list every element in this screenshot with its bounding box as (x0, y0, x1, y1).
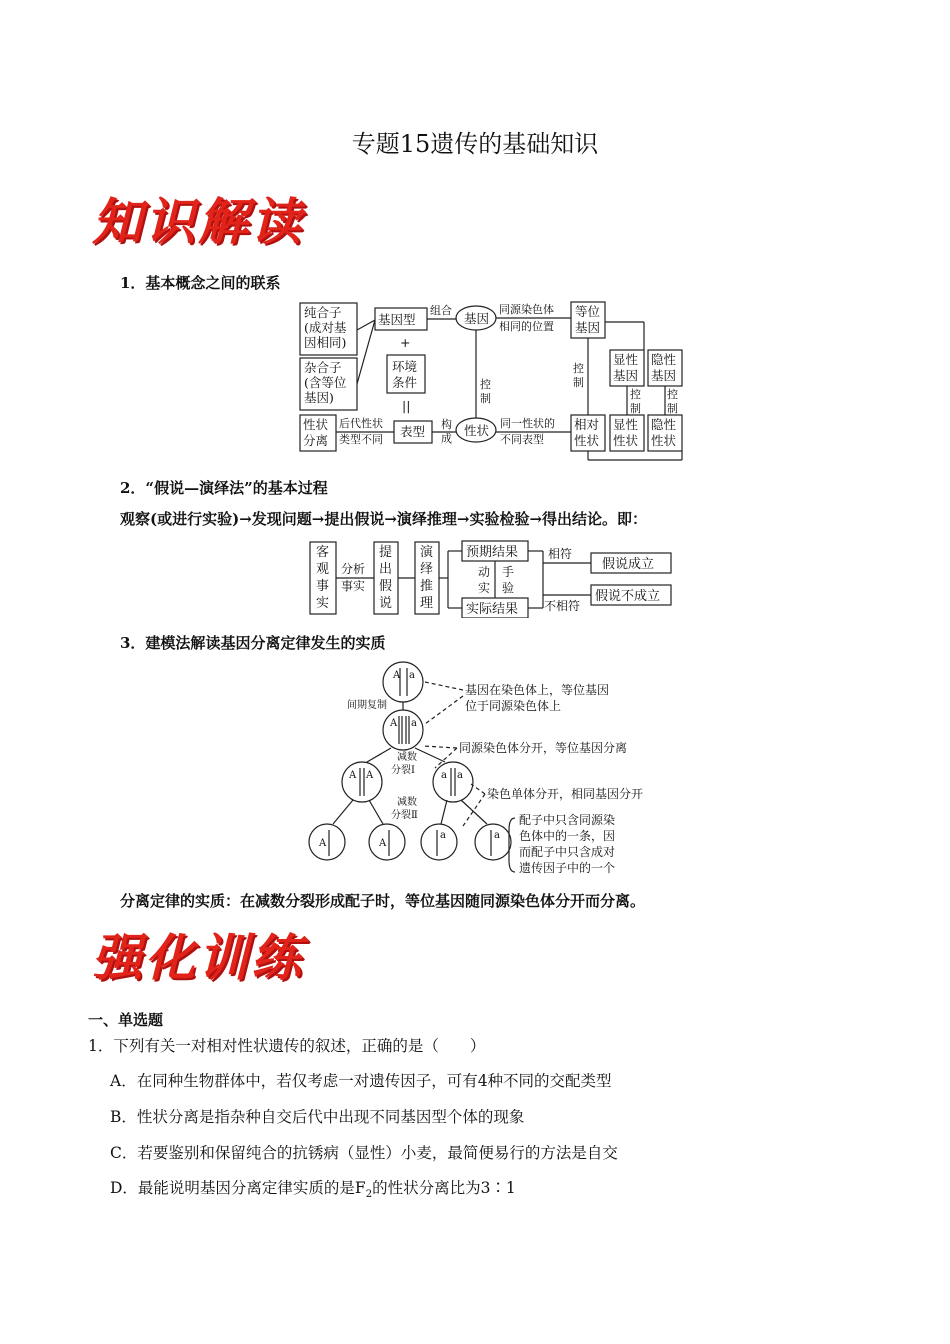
recessive-trait-line1: 隐性 (651, 417, 677, 432)
gene-A-4: A (366, 770, 374, 781)
option-c[interactable]: C．若要鉴别和保留纯合的抗锈病（显性）小麦，最简便易行的方法是自交 (110, 1144, 618, 1162)
hypothesis-1: 提 (379, 545, 393, 560)
control-label-1b: 制 (480, 392, 491, 405)
meiosis1-line1: 减数 (397, 752, 417, 763)
recessive-trait-line2: 性状 (651, 433, 677, 448)
gene-a-2: a (411, 718, 417, 729)
same-trait-line2: 不同表型 (500, 433, 544, 446)
note1-line2: 位于同源染色体上 (465, 699, 562, 713)
recessive-gene-line2: 基因 (651, 368, 677, 383)
note1-line1: 基因在染色体上，等位基因 (465, 683, 610, 697)
gene-label: 基因 (464, 311, 490, 326)
concept-diagram (298, 300, 688, 466)
option-b[interactable]: B．性状分离是指杂种自交后代中出现不同基因型个体的现象 (110, 1108, 525, 1126)
recessive-gene-line1: 隐性 (651, 352, 677, 367)
gene-a-3: a (441, 770, 447, 781)
gamete-A-2: A (379, 838, 387, 849)
offspring-line2: 类型不同 (339, 433, 383, 446)
segregation-diagram (305, 660, 685, 882)
note2: 同源染色体分开，等位基因分离 (459, 741, 628, 755)
dominant-gene-line1: 显性 (613, 352, 639, 367)
question-1: 1．下列有关一对相对性状遗传的叙述，正确的是（ ） (88, 1037, 486, 1055)
offspring-line1: 后代性状 (339, 417, 383, 430)
hands-on-1: 动 (478, 565, 491, 579)
trait-label: 性状 (464, 423, 490, 438)
control-label-4a: 控 (667, 388, 678, 401)
heterozygote-line3: 基因) (304, 390, 334, 405)
dominant-trait-line2: 性状 (613, 433, 639, 448)
segregation-line1: 性状 (303, 417, 329, 432)
plus-sign: + (400, 335, 411, 350)
homozygote-line2: (成对基 (304, 320, 347, 335)
meiosis2-line2: 分裂Ⅱ (391, 810, 418, 821)
hypothesis-false: 假说不成立 (595, 589, 661, 604)
allele-line1: 等位 (575, 304, 601, 319)
banner-knowledge: 知识解读 (92, 193, 304, 251)
dominant-trait-line1: 显性 (613, 417, 639, 432)
gamete-a-2: a (494, 830, 500, 841)
hands-on-2: 手 (502, 565, 515, 579)
hypothesis-diagram (308, 538, 678, 618)
deduce-2: 绎 (420, 562, 434, 577)
constitute-line1: 构 (441, 418, 452, 431)
genotype-label: 基因型 (378, 312, 416, 327)
facts-1: 客 (316, 545, 330, 560)
section-2-heading: 2．“假说—演绎法”的基本过程 (120, 479, 328, 497)
segregation-line2: 分离 (303, 433, 329, 448)
gene-A-2: A (390, 718, 398, 729)
meiosis2-line1: 减数 (397, 797, 417, 808)
facts-3: 事 (316, 579, 330, 594)
analyze-line2: 事实 (341, 579, 366, 593)
gamete-A-1: A (319, 838, 327, 849)
interphase-label: 间期复制 (347, 700, 387, 711)
segregation-essence: 分离定律的实质：在减数分裂形成配子时，等位基因随同源染色体分开而分离。 (120, 892, 646, 910)
facts-4: 实 (316, 596, 330, 611)
hypothesis-2: 出 (379, 562, 393, 577)
gene-A-3: A (349, 770, 357, 781)
homologous-line2: 相同的位置 (499, 320, 554, 333)
hypothesis-flow-text: 观察(或进行实验)→发现问题→提出假说→演绎推理→实验检验→得出结论。即： (120, 510, 648, 528)
expected-result: 预期结果 (466, 545, 519, 560)
combine-label: 组合 (430, 304, 452, 317)
control-label-3a: 控 (630, 388, 641, 401)
heterozygote-line2: (含等位 (304, 375, 347, 390)
actual-result: 实际结果 (466, 602, 519, 617)
control-label-1a: 控 (480, 378, 491, 391)
option-a[interactable]: A．在同种生物群体中，若仅考虑一对遗传因子，可有4种不同的交配类型 (110, 1072, 612, 1090)
page-title: 专题15遗传的基础知识 (351, 130, 599, 158)
relative-trait-line1: 相对 (574, 417, 600, 432)
control-label-2b: 制 (573, 376, 584, 389)
hypothesis-3: 假 (379, 579, 393, 594)
gene-A-1: A (393, 670, 401, 681)
environment-line2: 条件 (392, 375, 418, 390)
control-label-3b: 制 (630, 402, 641, 415)
deduce-1: 演 (420, 545, 434, 560)
option-d-post: 的性状分离比为3∶1 (372, 1179, 516, 1197)
option-d-sub: 2 (365, 1189, 373, 1201)
constitute-line2: 成 (441, 432, 452, 445)
heterozygote-line1: 杂合子 (304, 360, 342, 375)
allele-line2: 基因 (575, 320, 601, 335)
hypothesis-true: 假说成立 (602, 557, 655, 572)
note4-line2: 色体中的一条，因 (519, 829, 616, 843)
gamete-a-1: a (440, 830, 446, 841)
note4-line4: 遗传因子中的一个 (519, 861, 616, 875)
homozygote-line1: 纯合子 (304, 305, 342, 320)
meiosis1-line2: 分裂Ⅰ (391, 765, 415, 776)
gene-a-4: a (457, 770, 463, 781)
note3: 染色单体分开，相同基因分开 (487, 787, 644, 801)
homologous-line1: 同源染色体 (499, 303, 554, 316)
relative-trait-line2: 性状 (574, 433, 600, 448)
analyze-line1: 分析 (341, 562, 366, 576)
same-trait-line1: 同一性状的 (500, 417, 555, 430)
deduce-4: 理 (420, 596, 434, 611)
phenotype-label: 表型 (400, 424, 426, 439)
note4-line1: 配子中只含同源染 (519, 813, 616, 827)
deduce-3: 推 (420, 579, 434, 594)
experiment-1: 实 (478, 581, 491, 595)
facts-2: 观 (316, 562, 330, 577)
experiment-2: 验 (502, 581, 515, 595)
hypothesis-4: 说 (379, 596, 393, 611)
control-label-2a: 控 (573, 362, 584, 375)
mismatch-label: 不相符 (544, 599, 581, 613)
note4-line3: 而配子中只含成对 (519, 845, 616, 859)
environment-line1: 环境 (392, 359, 418, 374)
dominant-gene-line2: 基因 (613, 368, 639, 383)
homozygote-line3: 因相同) (304, 335, 347, 350)
banner-training: 强化训练 (92, 929, 304, 987)
section-1-heading: 1．基本概念之间的联系 (120, 274, 281, 292)
single-choice-heading: 一、单选题 (88, 1011, 164, 1029)
control-label-4b: 制 (667, 402, 678, 415)
option-d-pre: D．最能说明基因分离定律实质的是F (110, 1179, 366, 1197)
equals-sign: || (402, 398, 411, 413)
section-3-heading: 3．建模法解读基因分离定律发生的实质 (120, 634, 386, 652)
option-d[interactable] (110, 1176, 516, 1200)
gene-a-1: a (409, 670, 415, 681)
match-label: 相符 (548, 547, 573, 561)
